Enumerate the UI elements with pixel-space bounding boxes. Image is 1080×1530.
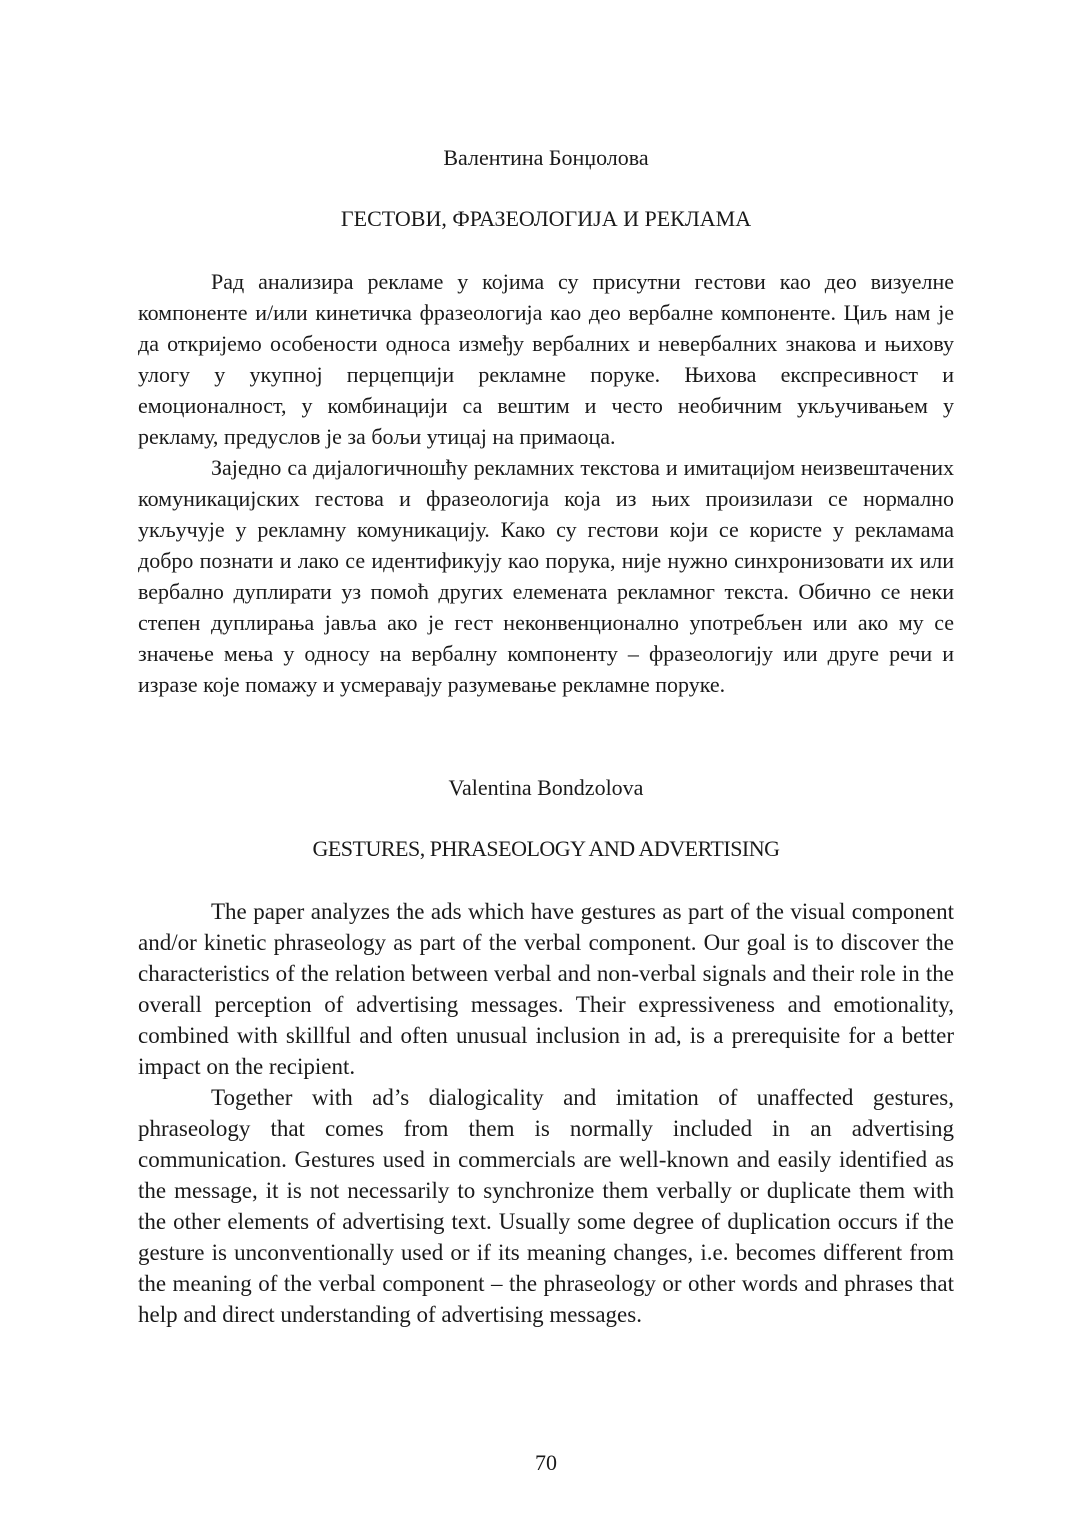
abstract-paragraph: The paper analyzes the ads which have gestures as part of the visual component and/or kinetic phraseology as part of the verbal component. Our goal is to discover the characteristics of the relation between verbal and non-verbal signals and their role in the overall perception of advertising messages. Their expressiveness and emotionality, combined with skillful and often unusual inclusion in ad, is a prerequisite for a better impact on the recipient.	[138, 899, 954, 1079]
abstract-paragraph: Together with ad’s dialogicality and imitation of unaffected gestures, phraseology that comes from them is normally included in an advertising communication. Gestures used in commercials are well-known and easily identified as the message, it is not necessarily to synchronize them verbally or duplicate them with the other elements of advertising text. Usually some degree of duplication occurs if the gesture is unconventionally used or if its meaning changes, i.e. becomes different from the meaning of the verbal component – the phraseology or other words and phrases that help and direct understanding of advertising messages.	[138, 1085, 954, 1327]
document-page	[138, 0, 954, 1530]
author-name-serbian: Валентина Бонџолова	[443, 145, 649, 170]
abstract-english	[138, 896, 954, 1330]
paper-title-serbian: ГЕСТОВИ, ФРАЗЕОЛОГИЈА И РЕКЛАМА	[340, 206, 752, 231]
paper-title-english: GESTURES, PHRASEOLOGY AND ADVERTISING	[312, 836, 780, 861]
page-number: 70	[535, 1450, 557, 1475]
abstract-paragraph: Рад анализира рекламе у којима су присутни гестови као део визуелне компоненте и/или кинетичка фразеологија као део вербалне компоненте. Циљ нам је да откријемо особености односа између вербалних и невербалних знакова и њихову улогу у укупној перцепцији рекламне поруке. Њихова експресивност и емоционалност, у комбинацији са вештим и често необичним укључивањем у рекламу, предуслов је за бољи утицај на примаоца.	[138, 269, 954, 449]
abstract-paragraph: Заједно са дијалогичношћу рекламних текстова и имитацијом неизвештачених комуникацијских гестова и фразеологија која из њих произилази се нормално укључује у рекламну комуникацију. Како су гестови који се користе у рекламама добро познати и лако се идентификују као порука, није нужно синхронизовати их или вербално дуплирати уз помоћ других елемената рекламног текста. Обично се неки степен дуплирања јавља ако је гест неконвенционално употребљен или ако му се значење мења у односу на вербалну компоненту – фразеологију или друге речи и изразе које помажу и усмеравају разумевање рекламне поруке.	[138, 455, 954, 697]
abstract-serbian	[138, 266, 954, 700]
author-name-english: Valentina Bondzolova	[448, 775, 644, 800]
